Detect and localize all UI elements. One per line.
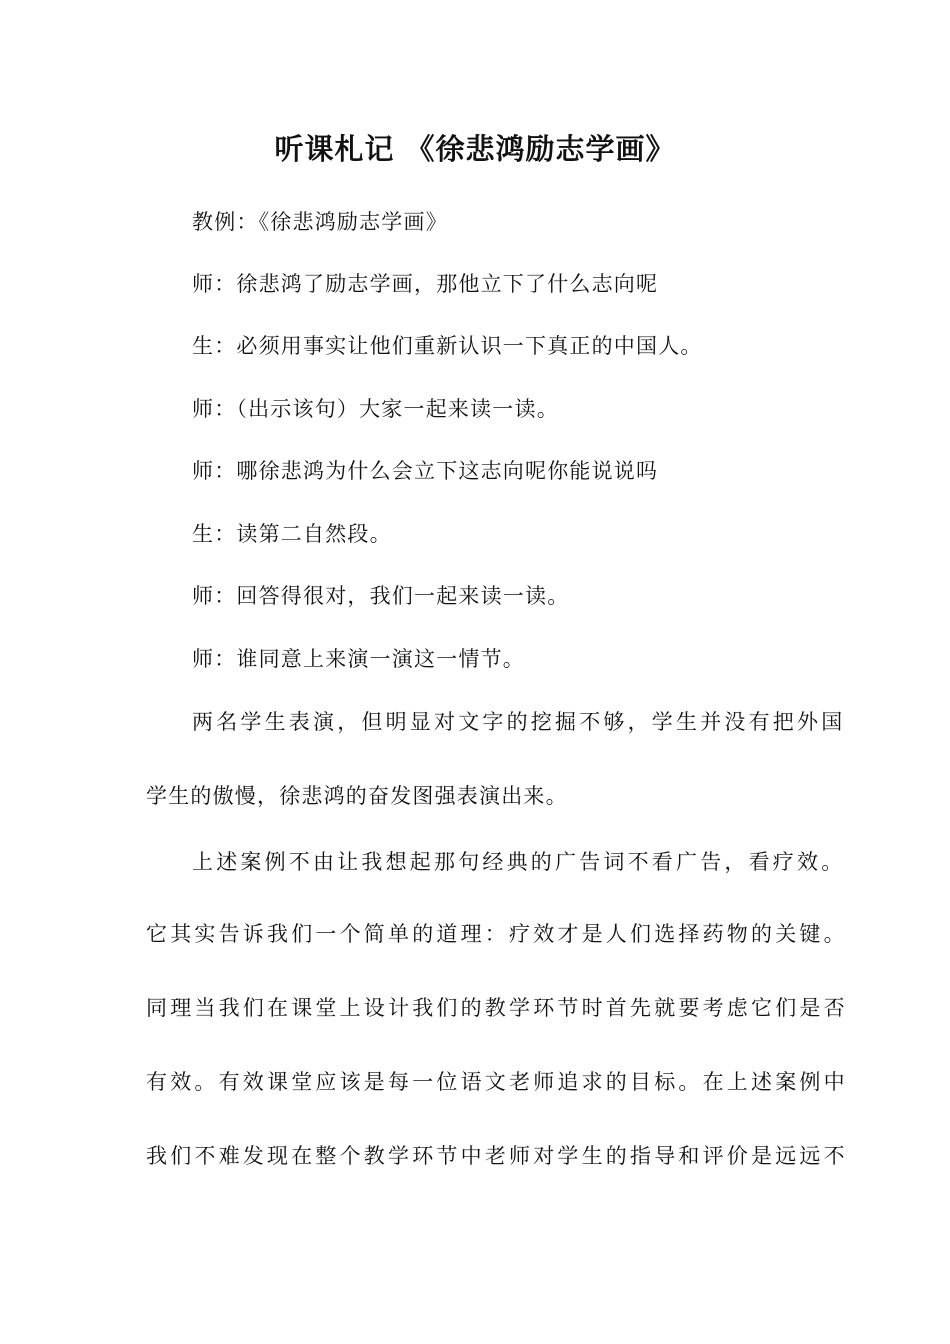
paragraph-line: 师：徐悲鸿了励志学画，那他立下了什么志向呢 [192, 272, 659, 296]
paragraph-line: 我们不难发现在整个教学环节中老师对学生的指导和评价是远远不 [146, 1144, 848, 1168]
paragraph-line: 师：哪徐悲鸿为什么会立下这志向呢你能说说吗 [192, 459, 659, 483]
paragraph-line: 有效。有效课堂应该是每一位语文老师追求的目标。在上述案例中 [146, 1070, 848, 1094]
paragraph-line: 生：读第二自然段。 [192, 522, 392, 546]
paragraph-line: 上述案例不由让我想起那句经典的广告词不看广告，看疗效。 [192, 850, 846, 874]
paragraph-line: 师：谁同意上来演一演这一情节。 [192, 647, 525, 671]
paragraph-line: 师：（出示该句）大家一起来读一读。 [192, 397, 559, 421]
paragraph-line: 生：必须用事实让他们重新认识一下真正的中国人。 [192, 334, 703, 358]
paragraph-line: 教例：《徐悲鸿励志学画》 [192, 210, 448, 234]
paragraph-line: 同理当我们在课堂上设计我们的教学环节时首先就要考虑它们是否 [146, 996, 848, 1020]
paragraph-line: 学生的傲慢，徐悲鸿的奋发图强表演出来。 [146, 784, 568, 808]
paragraph-line: 师：回答得很对，我们一起来读一读。 [192, 584, 570, 608]
document-title: 听课札记 《徐悲鸿励志学画》 [274, 132, 676, 166]
paragraph-line: 它其实告诉我们一个简单的道理：疗效才是人们选择药物的关键。 [146, 922, 848, 946]
paragraph-line: 两名学生表演，但明显对文字的挖掘不够，学生并没有把外国 [192, 710, 846, 734]
